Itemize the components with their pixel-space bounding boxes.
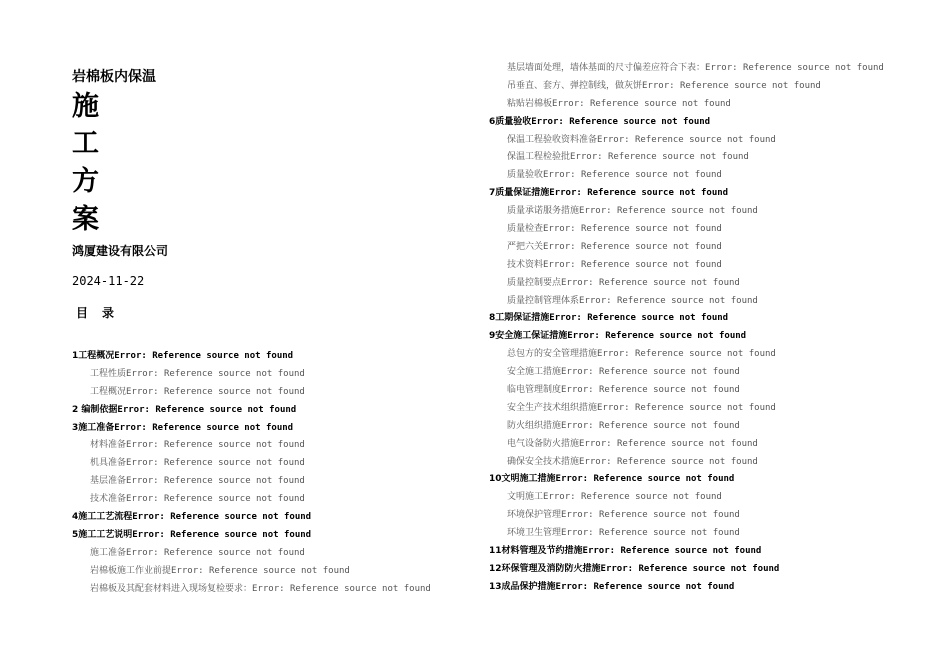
toc-entry-reference: Error: Reference source not found xyxy=(597,402,776,413)
toc-entry-reference: Error: Reference source not found xyxy=(126,476,305,487)
toc-entry-title: 岩棉板施工作业前提 xyxy=(90,565,172,576)
toc-entry-reference: Error: Reference source not found xyxy=(561,385,740,396)
toc-entry-reference: Error: Reference source not found xyxy=(582,546,762,557)
toc-entry-reference: Error: Reference source not found xyxy=(252,583,431,594)
toc-entry-title: 质量控制要点 xyxy=(507,277,562,288)
toc-entry-title: 吊垂直、套方、弹控制线，做灰饼 xyxy=(507,80,643,91)
toc-entry-title: 3施工准备 xyxy=(72,422,115,433)
toc-entry-reference: Error: Reference source not found xyxy=(132,529,312,540)
toc-entry[interactable] xyxy=(72,420,431,438)
toc-entry[interactable] xyxy=(489,328,884,346)
toc-entry[interactable] xyxy=(72,437,431,455)
toc-entry[interactable] xyxy=(72,455,431,473)
toc-entry-title: 施工准备 xyxy=(90,547,127,558)
toc-entry[interactable] xyxy=(489,364,884,382)
toc-entry[interactable] xyxy=(489,239,884,257)
toc-list-left xyxy=(72,348,431,598)
toc-entry-title: 10文明施工措施 xyxy=(489,474,556,485)
toc-entry[interactable] xyxy=(489,275,884,293)
toc-entry-reference: Error: Reference source not found xyxy=(543,259,722,270)
toc-entry-title: 材料准备 xyxy=(90,440,127,451)
company-name: 鸿厦建设有限公司 xyxy=(72,244,169,258)
toc-entry-reference: Error: Reference source not found xyxy=(126,386,305,397)
toc-entry-title: 确保安全技术措施 xyxy=(507,456,580,467)
toc-entry-title: 1工程概况 xyxy=(72,351,115,361)
toc-entry-reference: Error: Reference source not found xyxy=(549,313,729,324)
toc-entry[interactable] xyxy=(72,348,431,366)
toc-entry-reference: Error: Reference source not found xyxy=(114,422,294,433)
toc-entry-title: 质量承诺服务措施 xyxy=(507,206,580,217)
toc-entry-title: 2 编制依据 xyxy=(72,404,118,415)
toc-entry-reference: Error: Reference source not found xyxy=(531,116,711,127)
toc-entry[interactable] xyxy=(72,491,431,509)
toc-entry[interactable] xyxy=(72,527,431,545)
toc-entry-title: 保温工程检验批 xyxy=(507,152,571,163)
title-char-2: 工 xyxy=(72,128,99,159)
toc-entry-title: 粘贴岩棉板 xyxy=(507,98,553,109)
toc-entry-reference: Error: Reference source not found xyxy=(126,547,305,558)
toc-entry[interactable] xyxy=(489,382,884,400)
toc-entry-reference: Error: Reference source not found xyxy=(543,241,722,252)
toc-entry-title: 文明施工 xyxy=(507,492,544,503)
toc-entry-reference: Error: Reference source not found xyxy=(561,277,740,288)
toc-entry[interactable] xyxy=(72,473,431,491)
toc-entry[interactable] xyxy=(489,346,884,364)
toc-entry-title: 7质量保证措施 xyxy=(489,188,550,199)
toc-entry-title: 工程概况 xyxy=(90,386,127,397)
toc-entry-title: 严把六关 xyxy=(507,241,544,252)
toc-entry-reference: Error: Reference source not found xyxy=(561,510,740,521)
toc-entry-reference: Error: Reference source not found xyxy=(114,351,294,361)
toc-entry[interactable] xyxy=(489,471,884,489)
toc-entry-title: 安全施工措施 xyxy=(507,367,562,378)
toc-entry-reference: Error: Reference source not found xyxy=(171,565,350,576)
toc-entry-reference: Error: Reference source not found xyxy=(600,563,780,574)
toc-entry[interactable] xyxy=(489,257,884,275)
toc-entry-title: 质量控制管理体系 xyxy=(507,295,580,306)
toc-entry-reference: Error: Reference source not found xyxy=(126,458,305,469)
toc-entry[interactable] xyxy=(489,132,884,150)
toc-entry[interactable] xyxy=(489,149,884,167)
toc-entry-title: 机具准备 xyxy=(90,458,127,469)
toc-entry[interactable] xyxy=(72,402,431,420)
toc-entry[interactable] xyxy=(72,366,431,384)
toc-entry[interactable] xyxy=(72,509,431,527)
toc-entry-reference: Error: Reference source not found xyxy=(579,295,758,306)
toc-entry-reference: Error: Reference source not found xyxy=(570,152,749,163)
toc-entry[interactable] xyxy=(72,563,431,581)
toc-entry-reference: Error: Reference source not found xyxy=(126,440,305,451)
toc-entry-reference: Error: Reference source not found xyxy=(555,474,735,485)
toc-entry[interactable] xyxy=(72,384,431,402)
toc-entry-reference: Error: Reference source not found xyxy=(597,349,776,360)
toc-entry[interactable] xyxy=(489,543,884,561)
toc-entry-title: 基层准备 xyxy=(90,476,127,487)
toc-entry-title: 临电管理制度 xyxy=(507,385,562,396)
toc-entry[interactable] xyxy=(489,454,884,472)
toc-entry[interactable] xyxy=(489,436,884,454)
toc-entry-title: 基层墙面处理，墙体基面的尺寸偏差应符合下表： xyxy=(507,63,706,73)
toc-list-right xyxy=(489,60,884,597)
document-date: 2024-11-22 xyxy=(72,274,145,288)
toc-entry[interactable] xyxy=(489,418,884,436)
toc-entry[interactable] xyxy=(489,489,884,507)
toc-entry-title: 保温工程验收资料准备 xyxy=(507,134,598,145)
toc-entry-reference: Error: Reference source not found xyxy=(561,420,740,431)
toc-entry-title: 4施工工艺流程 xyxy=(72,512,133,523)
toc-entry[interactable] xyxy=(489,561,884,579)
toc-entry-reference: Error: Reference source not found xyxy=(579,438,758,449)
toc-entry-title: 环境保护管理 xyxy=(507,510,562,521)
toc-entry-reference: Error: Reference source not found xyxy=(579,456,758,467)
toc-entry[interactable] xyxy=(489,60,884,78)
toc-entry-reference: Error: Reference source not found xyxy=(543,170,722,181)
title-char-3: 方 xyxy=(72,166,99,197)
toc-entry-title: 质量验收 xyxy=(507,170,544,181)
toc-entry[interactable] xyxy=(489,185,884,203)
toc-entry-title: 工程性质 xyxy=(90,368,127,379)
toc-entry-reference: Error: Reference source not found xyxy=(561,528,740,539)
toc-entry-reference: Error: Reference source not found xyxy=(549,188,729,199)
toc-entry-title: 环境卫生管理 xyxy=(507,528,562,539)
toc-entry[interactable] xyxy=(489,96,884,114)
toc-entry[interactable] xyxy=(72,581,431,599)
toc-entry-reference: Error: Reference source not found xyxy=(117,404,297,415)
toc-entry-title: 总包方的安全管理措施 xyxy=(507,349,598,360)
toc-entry-title: 9安全施工保证措施 xyxy=(489,331,568,342)
toc-entry[interactable] xyxy=(489,221,884,239)
toc-entry-reference: Error: Reference source not found xyxy=(642,80,821,91)
toc-entry-reference: Error: Reference source not found xyxy=(567,331,747,342)
toc-entry[interactable] xyxy=(489,579,884,597)
toc-entry[interactable] xyxy=(489,78,884,96)
toc-entry[interactable] xyxy=(489,203,884,221)
toc-entry-title: 5施工工艺说明 xyxy=(72,529,133,540)
toc-entry-title: 12环保管理及消防防火措施 xyxy=(489,563,601,574)
title-char-4: 案 xyxy=(72,204,99,235)
toc-entry-reference: Error: Reference source not found xyxy=(552,98,731,109)
toc-entry-reference: Error: Reference source not found xyxy=(555,581,735,592)
toc-entry-reference: Error: Reference source not found xyxy=(126,494,305,505)
toc-entry-title: 8工期保证措施 xyxy=(489,313,550,324)
toc-entry[interactable] xyxy=(72,545,431,563)
toc-entry[interactable] xyxy=(489,310,884,328)
toc-entry-title: 11材料管理及节约措施 xyxy=(489,546,583,557)
title-char-1: 施 xyxy=(72,91,99,122)
toc-entry-title: 6质量验收 xyxy=(489,116,532,127)
toc-entry-reference: Error: Reference source not found xyxy=(543,492,722,503)
toc-title: 目录 xyxy=(76,306,129,320)
toc-entry-reference: Error: Reference source not found xyxy=(543,224,722,235)
toc-entry-title: 技术资料 xyxy=(507,259,544,270)
toc-entry[interactable] xyxy=(489,293,884,311)
toc-entry-title: 安全生产技术组织措施 xyxy=(507,402,598,413)
toc-entry[interactable] xyxy=(489,507,884,525)
toc-entry-title: 13成品保护措施 xyxy=(489,581,556,592)
toc-entry-title: 岩棉板及其配套材料进入现场复检要求： xyxy=(90,583,253,594)
toc-entry-title: 防火组织措施 xyxy=(507,420,562,431)
toc-entry[interactable] xyxy=(489,167,884,185)
toc-entry-reference: Error: Reference source not found xyxy=(126,368,305,379)
toc-entry-title: 技术准备 xyxy=(90,494,127,505)
toc-entry-reference: Error: Reference source not found xyxy=(579,206,758,217)
toc-entry-reference: Error: Reference source not found xyxy=(597,134,776,145)
toc-entry-reference: Error: Reference source not found xyxy=(561,367,740,378)
toc-entry-reference: Error: Reference source not found xyxy=(132,512,312,523)
toc-entry[interactable] xyxy=(489,400,884,418)
toc-entry[interactable] xyxy=(489,114,884,132)
toc-entry-reference: Error: Reference source not found xyxy=(705,63,884,73)
toc-entry-title: 电气设备防火措施 xyxy=(507,438,580,449)
document-subtitle: 岩棉板内保温 xyxy=(72,69,156,85)
toc-entry[interactable] xyxy=(489,525,884,543)
toc-entry-title: 质量检查 xyxy=(507,224,544,235)
